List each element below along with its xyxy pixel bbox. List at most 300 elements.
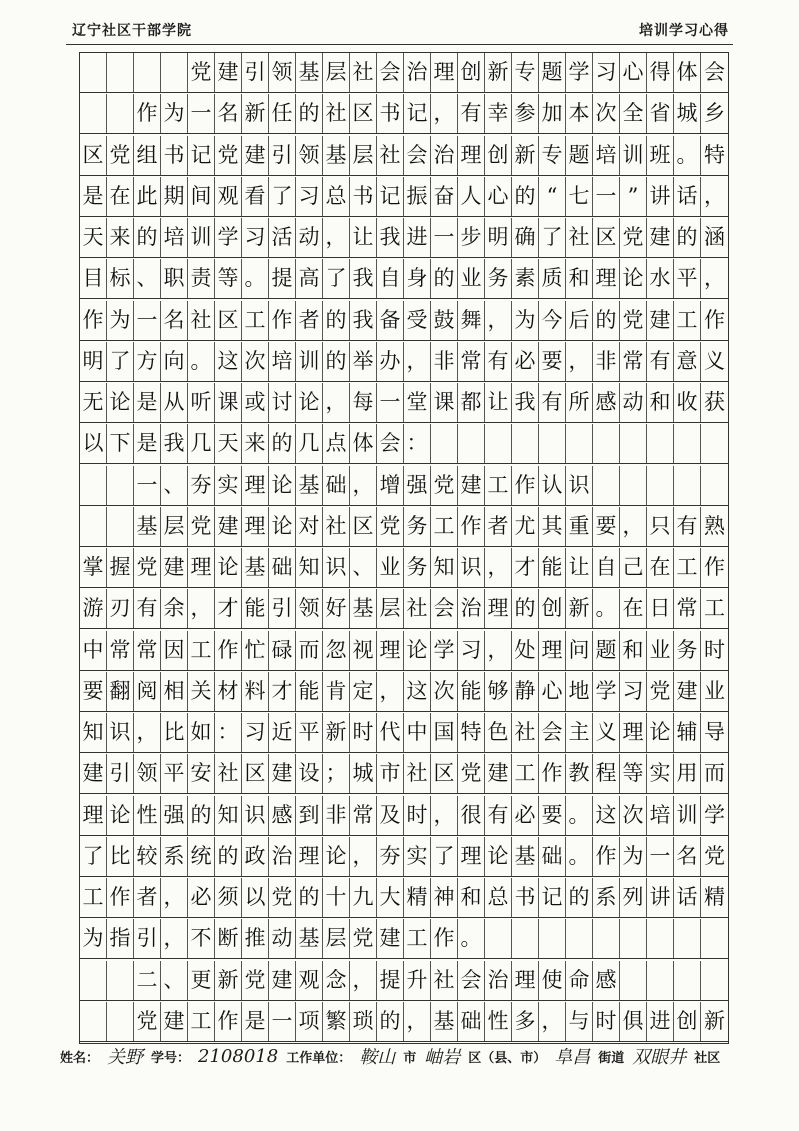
grid-cell: 工 — [674, 548, 701, 587]
grid-cell: 乡 — [704, 101, 725, 126]
grid-cell: 基 — [350, 589, 377, 628]
grid-cell: 意 — [674, 342, 701, 381]
grid-row — [80, 1002, 728, 1042]
grid-cell: 有 — [458, 94, 485, 133]
grid-cell: 建 — [269, 961, 296, 1000]
grid-cell: 专 — [512, 53, 539, 92]
grid-cell: 实 — [215, 466, 242, 505]
grid-cell: 社 — [323, 507, 350, 546]
grid-cell: 主 — [566, 713, 593, 752]
grid-cell: 必 — [512, 796, 539, 835]
grid-cell: 业 — [458, 259, 485, 298]
grid-cell: 和 — [458, 878, 485, 917]
grid-cell: 明 — [80, 342, 107, 381]
grid-cell: 刃 — [107, 589, 134, 628]
name-label: 姓名： — [60, 1050, 100, 1066]
grid-cell — [107, 961, 134, 1000]
grid-cell: ， — [704, 266, 725, 291]
writing-grid — [79, 52, 729, 1044]
grid-cell: 我 — [350, 259, 377, 298]
grid-cell: 比 — [107, 837, 134, 876]
grid-cell: 记 — [404, 94, 431, 133]
grid-cell: 步 — [458, 218, 485, 257]
grid-cell: 习 — [620, 672, 647, 711]
grid-cell: 为 — [107, 301, 134, 340]
grid-cell: 学 — [431, 631, 458, 670]
grid-cell: 书 — [512, 878, 539, 917]
grid-cell: ， — [431, 796, 458, 835]
grid-cell: 论 — [323, 837, 350, 876]
grid-cell: 课 — [215, 383, 242, 422]
grid-cell: 建 — [269, 754, 296, 793]
grid-cell — [134, 53, 161, 92]
grid-cell: 的 — [593, 301, 620, 340]
grid-cell — [674, 466, 701, 505]
grid-cell: 市 — [377, 754, 404, 793]
grid-cell: 创 — [674, 1002, 701, 1041]
grid-cell: 让 — [566, 548, 593, 587]
grid-row — [80, 878, 728, 918]
grid-cell: 引 — [242, 53, 269, 92]
grid-cell: 二 — [134, 961, 161, 1000]
grid-cell: 够 — [485, 672, 512, 711]
grid-cell: 中 — [404, 713, 431, 752]
grid-cell: 点 — [323, 424, 350, 463]
grid-cell: ， — [350, 837, 377, 876]
grid-cell: ， — [566, 342, 593, 381]
grid-cell: 视 — [350, 631, 377, 670]
grid-cell: ， — [377, 672, 404, 711]
grid-cell: 知 — [431, 548, 458, 587]
grid-cell: 是 — [242, 1002, 269, 1041]
grid-cell: 建 — [377, 919, 404, 958]
grid-cell: 党 — [107, 136, 134, 175]
grid-cell: 城 — [674, 94, 701, 133]
grid-cell: 更 — [188, 961, 215, 1000]
grid-cell: 代 — [377, 713, 404, 752]
grid-cell: 引 — [269, 589, 296, 628]
grid-cell: 建 — [647, 218, 674, 257]
grid-cell: 繁 — [323, 1002, 350, 1041]
grid-cell: 础 — [323, 466, 350, 505]
grid-cell: 学 — [566, 53, 593, 92]
grid-cell: 一 — [134, 301, 161, 340]
grid-cell: 受 — [404, 301, 431, 340]
grid-row — [80, 301, 728, 341]
grid-cell: ： — [215, 713, 242, 752]
district-value: 岫岩 — [424, 1047, 461, 1068]
grid-cell: 理 — [80, 796, 107, 835]
grid-cell: 了 — [80, 837, 107, 876]
grid-cell: 书 — [350, 177, 377, 216]
grid-cell: 基 — [512, 837, 539, 876]
grid-cell: 引 — [107, 754, 134, 793]
grid-cell: 培 — [269, 342, 296, 381]
grid-cell: 感 — [593, 383, 620, 422]
grid-cell — [566, 424, 593, 463]
grid-cell: 党 — [350, 919, 377, 958]
grid-cell — [485, 424, 512, 463]
grid-cell — [107, 53, 134, 92]
grid-cell: 提 — [377, 961, 404, 1000]
grid-cell: 的 — [323, 342, 350, 381]
grid-cell: 话 — [674, 878, 701, 917]
grid-cell: 参 — [512, 94, 539, 133]
grid-cell — [512, 919, 539, 958]
grid-cell: 举 — [350, 342, 377, 381]
grid-cell: 名 — [215, 94, 242, 133]
grid-cell: 静 — [512, 672, 539, 711]
grid-row — [80, 507, 728, 547]
grid-cell — [80, 94, 107, 133]
grid-cell: 的 — [377, 1002, 404, 1041]
grid-cell: 党 — [620, 301, 647, 340]
grid-cell: 社 — [431, 961, 458, 1000]
grid-cell: 基 — [296, 466, 323, 505]
grid-cell: 总 — [485, 878, 512, 917]
grid-cell: 论 — [269, 466, 296, 505]
grid-cell: 色 — [485, 713, 512, 752]
grid-cell: ， — [431, 94, 458, 133]
grid-cell: 创 — [539, 589, 566, 628]
grid-cell: 我 — [161, 424, 188, 463]
grid-cell: 料 — [242, 672, 269, 711]
grid-cell: 余 — [161, 589, 188, 628]
grid-cell: 才 — [269, 672, 296, 711]
header-doc-type: 培训学习心得 — [639, 23, 729, 39]
grid-cell: 来 — [242, 424, 269, 463]
grid-cell: 理 — [593, 259, 620, 298]
grid-cell: 动 — [620, 383, 647, 422]
grid-cell: 设 — [296, 754, 323, 793]
grid-cell: 建 — [215, 507, 242, 546]
grid-cell: 肯 — [323, 672, 350, 711]
grid-cell: “ — [539, 177, 566, 216]
grid-row — [80, 672, 728, 712]
grid-cell: 务 — [674, 631, 701, 670]
grid-cell: 会 — [539, 713, 566, 752]
grid-cell: 心 — [485, 177, 512, 216]
grid-cell: 让 — [350, 218, 377, 257]
city-suffix: 市 — [403, 1050, 417, 1066]
grid-cell: 是 — [80, 177, 107, 216]
grid-cell: 使 — [539, 961, 566, 1000]
grid-cell — [107, 94, 134, 133]
grid-cell: 都 — [458, 383, 485, 422]
grid-cell: 常 — [458, 342, 485, 381]
grid-cell: 习 — [458, 631, 485, 670]
grid-cell: 书 — [377, 94, 404, 133]
grid-cell: ” — [620, 177, 647, 216]
grid-cell: 社 — [404, 589, 431, 628]
grid-cell: 理 — [296, 837, 323, 876]
grid-cell: 用 — [674, 754, 701, 793]
grid-cell: 要 — [539, 342, 566, 381]
grid-cell: 素 — [512, 259, 539, 298]
grid-cell: 、 — [350, 548, 377, 587]
grid-cell — [647, 961, 674, 1000]
grid-cell — [80, 507, 107, 546]
grid-cell: 特 — [458, 713, 485, 752]
grid-cell: 程 — [593, 754, 620, 793]
grid-cell: 社 — [188, 301, 215, 340]
grid-cell: 理 — [458, 136, 485, 175]
grid-cell: 会 — [377, 424, 404, 463]
grid-cell: 创 — [458, 53, 485, 92]
grid-cell: 常 — [107, 631, 134, 670]
grid-cell: 今 — [539, 301, 566, 340]
grid-cell: 进 — [404, 218, 431, 257]
grid-cell: 识 — [458, 548, 485, 587]
grid-cell: 会 — [431, 589, 458, 628]
grid-cell: 是 — [134, 424, 161, 463]
grid-cell — [431, 424, 458, 463]
grid-cell: 和 — [647, 383, 674, 422]
grid-cell: 党 — [458, 754, 485, 793]
grid-cell: 任 — [269, 94, 296, 133]
grid-cell: 舞 — [458, 301, 485, 340]
grid-cell: 政 — [242, 837, 269, 876]
grid-cell: 加 — [539, 94, 566, 133]
grid-cell — [566, 919, 593, 958]
grid-cell: 掌 — [80, 548, 107, 587]
grid-cell: 会 — [704, 60, 725, 84]
grid-cell: 的 — [188, 796, 215, 835]
grid-cell: 所 — [566, 383, 593, 422]
grid-cell: 社 — [350, 53, 377, 92]
grid-cell — [647, 424, 674, 463]
grid-cell: 这 — [404, 672, 431, 711]
grid-cell: ， — [350, 466, 377, 505]
grid-cell: 要 — [539, 796, 566, 835]
grid-cell: 的 — [296, 94, 323, 133]
grid-cell: 党 — [188, 507, 215, 546]
grid-cell: 的 — [323, 301, 350, 340]
grid-cell: 平 — [674, 259, 701, 298]
grid-cell: 的 — [215, 837, 242, 876]
grid-cell: 而 — [296, 631, 323, 670]
grid-cell: 区 — [431, 754, 458, 793]
grid-cell — [620, 466, 647, 505]
grid-cell: 专 — [539, 136, 566, 175]
grid-cell: 目 — [80, 259, 107, 298]
grid-cell: 工 — [80, 878, 107, 917]
grid-cell: 活 — [269, 218, 296, 257]
grid-cell: 。 — [566, 796, 593, 835]
grid-cell: 者 — [134, 878, 161, 917]
grid-cell: 工 — [404, 919, 431, 958]
grid-cell: 能 — [242, 589, 269, 628]
grid-cell: ， — [161, 919, 188, 958]
grid-cell: 知 — [296, 548, 323, 587]
grid-cell: 指 — [107, 919, 134, 958]
grid-cell: 向 — [161, 342, 188, 381]
grid-cell: 水 — [647, 259, 674, 298]
grid-cell: 其 — [539, 507, 566, 546]
grid-cell: 时 — [404, 796, 431, 835]
grid-cell: 新 — [242, 94, 269, 133]
grid-cell: 课 — [431, 383, 458, 422]
grid-cell: 培 — [593, 136, 620, 175]
grid-cell: 的 — [512, 177, 539, 216]
grid-cell: 平 — [296, 713, 323, 752]
grid-cell: 基 — [431, 1002, 458, 1041]
grid-cell: 振 — [404, 177, 431, 216]
grid-cell: 训 — [188, 218, 215, 257]
grid-cell: 。 — [188, 342, 215, 381]
grid-cell: 琐 — [350, 1002, 377, 1041]
grid-cell: 者 — [296, 301, 323, 340]
grid-cell: 社 — [404, 754, 431, 793]
grid-cell: 工 — [188, 1002, 215, 1041]
grid-cell: 必 — [512, 342, 539, 381]
grid-cell: 领 — [296, 589, 323, 628]
grid-row — [80, 754, 728, 794]
grid-cell — [161, 53, 188, 92]
grid-cell: 常 — [134, 631, 161, 670]
grid-cell: 名 — [161, 301, 188, 340]
grid-cell: 我 — [350, 301, 377, 340]
grid-row — [80, 713, 728, 753]
grid-cell: 等 — [620, 754, 647, 793]
grid-cell: 观 — [296, 961, 323, 1000]
grid-cell: 区 — [80, 136, 107, 175]
grid-row — [80, 631, 728, 671]
grid-cell: 提 — [269, 259, 296, 298]
grid-cell: 。 — [566, 837, 593, 876]
grid-cell: 作 — [269, 301, 296, 340]
grid-cell: 工 — [188, 631, 215, 670]
grid-cell: 精 — [404, 878, 431, 917]
grid-cell: 党 — [134, 548, 161, 587]
grid-cell: 、 — [161, 466, 188, 505]
grid-cell: 要 — [80, 672, 107, 711]
grid-cell: 新 — [485, 53, 512, 92]
grid-cell: 的 — [296, 878, 323, 917]
grid-cell: 作 — [512, 466, 539, 505]
grid-cell: 治 — [404, 53, 431, 92]
grid-cell: 组 — [134, 136, 161, 175]
grid-cell: 翻 — [107, 672, 134, 711]
grid-cell: 多 — [512, 1002, 539, 1041]
grid-cell: 获 — [704, 390, 725, 414]
grid-cell: 职 — [161, 259, 188, 298]
grid-cell: 体 — [350, 424, 377, 463]
grid-cell: 强 — [404, 466, 431, 505]
grid-cell: 工 — [485, 466, 512, 505]
grid-row — [80, 424, 728, 464]
grid-cell: 在 — [620, 589, 647, 628]
grid-cell: 作 — [431, 919, 458, 958]
grid-cell: 党 — [134, 1002, 161, 1041]
grid-cell: 实 — [404, 837, 431, 876]
grid-cell: 党 — [215, 136, 242, 175]
grid-cell — [620, 424, 647, 463]
grid-cell: 础 — [458, 1002, 485, 1041]
grid-cell: 引 — [269, 136, 296, 175]
grid-cell: 办 — [377, 342, 404, 381]
grid-cell: 识 — [323, 548, 350, 587]
grid-cell — [701, 919, 728, 958]
grid-cell: 建 — [458, 466, 485, 505]
grid-row — [80, 837, 728, 877]
grid-cell: 系 — [593, 878, 620, 917]
grid-cell: 须 — [215, 878, 242, 917]
grid-cell: 工 — [512, 754, 539, 793]
grid-cell — [80, 466, 107, 505]
grid-cell: 好 — [323, 589, 350, 628]
grid-cell: 非 — [593, 342, 620, 381]
grid-cell: 有 — [485, 796, 512, 835]
grid-cell: 理 — [539, 631, 566, 670]
grid-cell — [512, 424, 539, 463]
grid-cell: 无 — [80, 383, 107, 422]
grid-cell: 国 — [431, 713, 458, 752]
grid-cell: 识 — [242, 796, 269, 835]
grid-cell: 理 — [377, 631, 404, 670]
grid-cell: 大 — [377, 878, 404, 917]
community-suffix: 社区 — [694, 1050, 721, 1066]
grid-cell: 区 — [350, 94, 377, 133]
grid-cell: 较 — [134, 837, 161, 876]
grid-cell: 务 — [404, 507, 431, 546]
grid-cell: 社 — [377, 136, 404, 175]
grid-cell: 基 — [296, 53, 323, 92]
grid-cell: 论 — [647, 713, 674, 752]
grid-cell: 必 — [188, 878, 215, 917]
grid-cell: 身 — [404, 259, 431, 298]
grid-cell — [107, 1002, 134, 1041]
grid-cell: 强 — [161, 796, 188, 835]
grid-cell: 理 — [458, 837, 485, 876]
grid-cell: 七 — [566, 177, 593, 216]
grid-cell: 心 — [539, 672, 566, 711]
grid-cell: ， — [485, 631, 512, 670]
grid-cell: 自 — [593, 548, 620, 587]
grid-cell: 一 — [647, 837, 674, 876]
grid-row — [80, 94, 728, 134]
grid-cell: 夯 — [188, 466, 215, 505]
grid-cell: 确 — [512, 218, 539, 257]
grid-cell: 了 — [269, 177, 296, 216]
grid-cell: ， — [350, 961, 377, 1000]
street-suffix: 街道 — [598, 1050, 625, 1066]
grid-cell: 忙 — [242, 631, 269, 670]
grid-cell: 质 — [539, 259, 566, 298]
grid-cell: 以 — [80, 424, 107, 463]
grid-cell: 项 — [296, 1002, 323, 1041]
grid-cell: 我 — [512, 383, 539, 422]
grid-row — [80, 796, 728, 836]
grid-cell: 感 — [269, 796, 296, 835]
grid-cell: 训 — [296, 342, 323, 381]
grid-cell: 常 — [350, 796, 377, 835]
grid-cell: 识 — [107, 713, 134, 752]
grid-cell: 记 — [188, 136, 215, 175]
grid-cell — [593, 466, 620, 505]
grid-cell: 听 — [188, 383, 215, 422]
grid-cell: 自 — [377, 259, 404, 298]
grid-cell: 社 — [512, 713, 539, 752]
grid-cell: 作 — [539, 754, 566, 793]
city-value: 鞍山 — [359, 1047, 396, 1068]
grid-cell: 的 — [269, 424, 296, 463]
grid-cell: 方 — [134, 342, 161, 381]
grid-cell: 断 — [215, 919, 242, 958]
grid-cell: 省 — [647, 94, 674, 133]
grid-cell: 新 — [512, 136, 539, 175]
grid-cell: ， — [485, 301, 512, 340]
